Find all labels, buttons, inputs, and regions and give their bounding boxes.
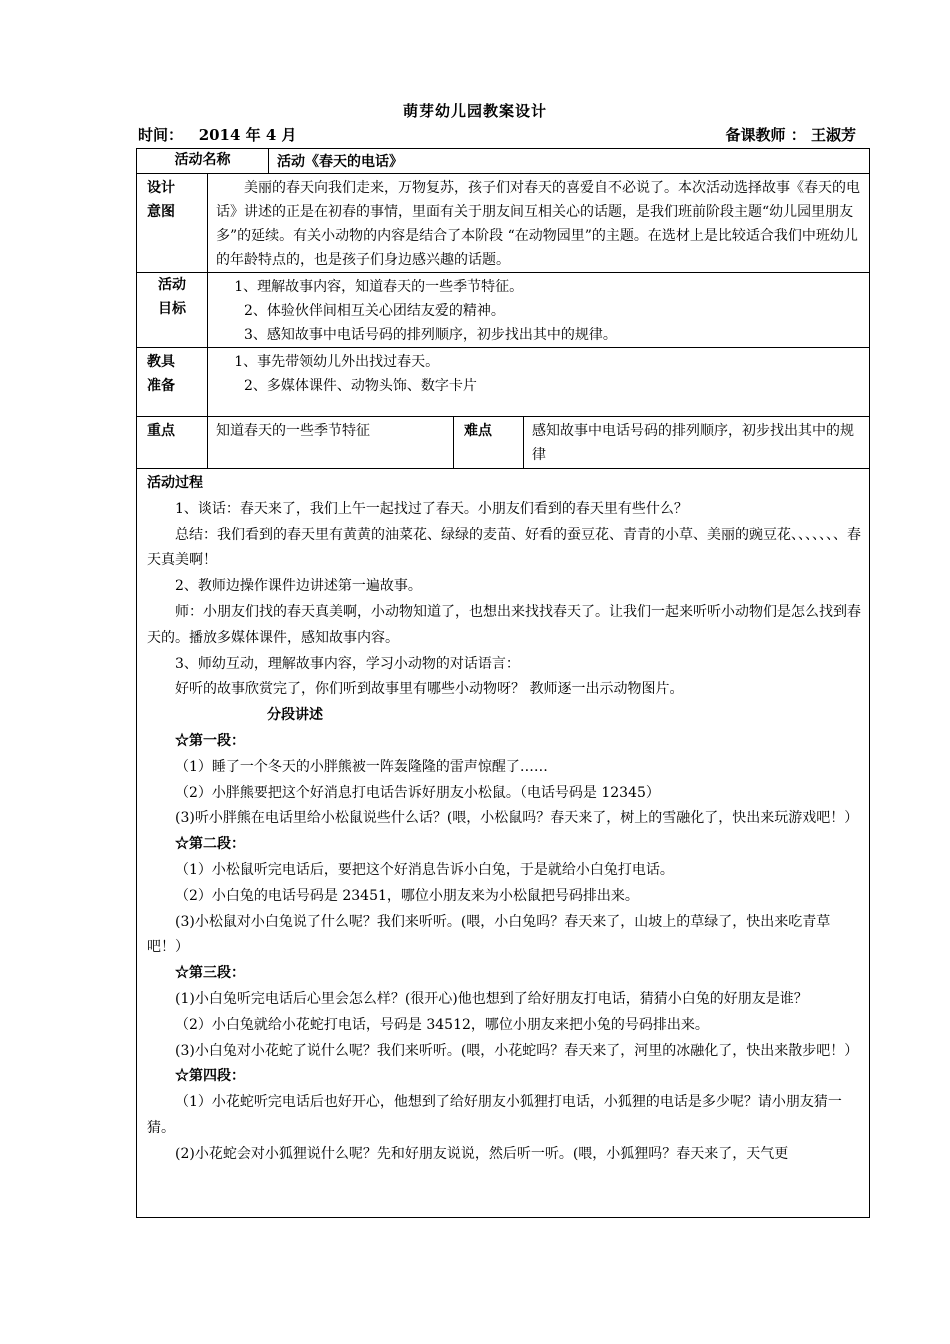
lesson-plan-table [136, 148, 870, 1218]
design-intent-label-line2: 意图 [147, 204, 175, 220]
process-paragraph: 1、谈话：春天来了，我们上午一起找过了春天。小朋友们看到的春天里有些什么？ [175, 500, 688, 517]
difficulty-label: 难点 [454, 417, 524, 469]
row-activity-name [137, 149, 870, 174]
materials-label [137, 348, 208, 417]
design-intent-text: 美丽的春天向我们走来，万物复苏，孩子们对春天的喜爱自不必说了。本次活动选择故事《春天的电话》讲述的正是在初春的事情，里面有关于朋友间互相关心的话题，是我们班前阶段主题“幼儿园里朋友多”的延续。有关小动物的内容是结合了本阶段 “在动物园里”的主题。在选材上是比较适合我们中班幼儿的年龄特点的，也是孩子们身边感兴趣的话题。 [216, 180, 860, 268]
document-title: 萌芽幼儿园教案设计 [402, 102, 547, 120]
process-paragraph: 总结：我们看到的春天里有黄黄的油菜花、绿绿的麦苗、好看的蚕豆花、青青的小草、美丽的豌豆花、、、、、、、春天真美啊！ [147, 526, 861, 569]
materials-cell [208, 348, 870, 417]
materials-label-line2: 准备 [147, 378, 175, 394]
key-point-text: 知道春天的一些季节特征 [208, 417, 454, 469]
goals-label-line1: 活动 [158, 277, 186, 293]
segment-line: （1）小花蛇听完电话后也好开心，他想到了给好朋友小狐狸打电话，小狐狸的电话是多少呢？请小朋友猜一猜。 [147, 1094, 842, 1136]
segment-line: （1）睡了一个冬天的小胖熊被一阵轰隆隆的雷声惊醒了…… [175, 758, 548, 775]
activity-name-label: 活动名称 [137, 149, 269, 174]
segment-line: （2）小白兔就给小花蛇打电话，号码是 34512，哪位小朋友来把小兔的号码排出来。 [175, 1016, 709, 1033]
segment-line: (3)听小胖熊在电话里给小松鼠说些什么话？(喂，小松鼠吗？春天来了，树上的雪融化了，快出来玩游戏吧！） [175, 810, 859, 827]
segment-title: ☆第二段： [175, 836, 245, 853]
material-item: 2、多媒体课件、动物头饰、数字卡片 [244, 378, 477, 394]
segment-title: ☆第四段： [175, 1068, 245, 1085]
segment-line: (3)小白兔对小花蛇了说什么呢？我们来听听。(喂，小花蛇吗？春天来了，河里的冰融化了，快出来散步吧！） [175, 1042, 859, 1059]
process-paragraph: 3、师幼互动，理解故事内容，学习小动物的对话语言： [175, 655, 520, 672]
teacher-label: 备课教师 ： [725, 126, 806, 144]
segment-line: (3)小松鼠对小白兔说了什么呢？我们来听听。(喂，小白兔吗？春天来了，山坡上的草绿了，快出来吃青草吧！） [147, 913, 831, 956]
date-label: 时间： [138, 126, 184, 144]
goals-label-line2: 目标 [158, 301, 186, 317]
goals-label [137, 273, 208, 348]
date-line [138, 124, 297, 145]
row-design-intent [137, 174, 870, 273]
process-paragraph: 2、教师边操作课件边讲述第一遍故事。 [175, 578, 422, 595]
activity-name-value: 活动《春天的电话》 [269, 149, 870, 174]
section-title: 分段讲述 [267, 707, 323, 724]
goal-item: 2、体验伙伴间相互关心团结友爱的精神。 [244, 303, 505, 319]
segment-line: (1)小白兔听完电话后心里会怎么样？(很开心)他也想到了给好朋友打电话，猜猜小白兔的好朋友是谁？ [175, 990, 808, 1007]
key-point-label: 重点 [137, 417, 208, 469]
segment-title: ☆第三段： [175, 965, 245, 982]
difficulty-text: 感知故事中电话号码的排列顺序，初步找出其中的规律 [524, 417, 870, 469]
segment-line: （2）小白兔的电话号码是 23451，哪位小朋友来为小松鼠把号码排出来。 [175, 887, 639, 904]
goal-item: 1、理解故事内容，知道春天的一些季节特征。 [234, 279, 524, 295]
row-activity-goals [137, 273, 870, 348]
process-heading: 活动过程 [147, 475, 203, 491]
segment-line: (2)小花蛇会对小狐狸说什么呢？先和好朋友说说，然后听一听。(喂，小狐狸吗？春天来了，天气更 [175, 1145, 789, 1162]
row-materials [137, 348, 870, 417]
segment-line: （2）小胖熊要把这个好消息打电话告诉好朋友小松鼠。（电话号码是 12345） [175, 784, 660, 801]
process-paragraph: 师：小朋友们找的春天真美啊，小动物知道了，也想出来找找春天了。让我们一起来听听小动物们是怎么找到春天的。播放多媒体课件，感知故事内容。 [147, 603, 861, 646]
segment-title: ☆第一段： [175, 732, 245, 749]
process-cell [137, 469, 870, 1218]
material-item: 1、事先带领幼儿外出找过春天。 [234, 354, 440, 370]
row-process [137, 469, 870, 1218]
teacher-name: 王淑芳 [810, 126, 856, 144]
teacher-line [726, 124, 856, 145]
goals-cell [208, 273, 870, 348]
goal-item: 3、感知故事中电话号码的排列顺序，初步找出其中的规律。 [244, 327, 617, 343]
design-intent-label [137, 174, 208, 273]
row-key-difficulty [137, 417, 870, 469]
design-intent-label-line1: 设计 [147, 180, 175, 196]
process-paragraph: 好听的故事欣赏完了，你们听到故事里有哪些小动物呀？ 教师逐一出示动物图片。 [175, 681, 684, 698]
design-intent-cell [208, 174, 870, 273]
materials-label-line1: 教具 [147, 354, 175, 370]
segment-line: （1）小松鼠听完电话后，要把这个好消息告诉小白兔，于是就给小白兔打电话。 [175, 861, 674, 878]
date-value: 2014 年 4 月 [198, 126, 297, 144]
